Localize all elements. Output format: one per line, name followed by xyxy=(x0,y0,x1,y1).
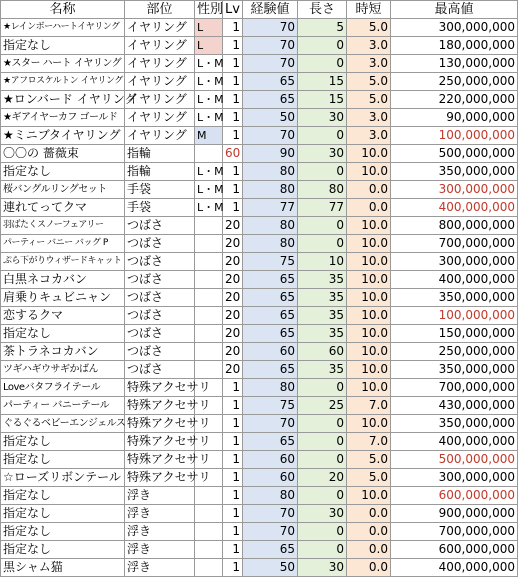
cell-lv: 1 xyxy=(223,451,243,469)
cell-name: 指定なし xyxy=(1,541,125,559)
cell-time: 10.0 xyxy=(347,361,391,379)
cell-exp: 80 xyxy=(243,217,298,235)
cell-lv: 1 xyxy=(223,469,243,487)
cell-part: 特殊アクセサリ xyxy=(125,415,195,433)
cell-name: ★ギアイヤーカフ ゴールド xyxy=(1,109,125,127)
cell-gender: L・M xyxy=(195,73,223,91)
cell-max: 350,000,000 xyxy=(391,415,518,433)
table-row[interactable] xyxy=(1,541,518,559)
cell-gender xyxy=(195,217,223,235)
table-row[interactable] xyxy=(1,361,518,379)
cell-time: 0.0 xyxy=(347,199,391,217)
cell-max: 350,000,000 xyxy=(391,163,518,181)
cell-time: 0.0 xyxy=(347,181,391,199)
cell-name: 指定なし xyxy=(1,505,125,523)
cell-length: 10 xyxy=(298,253,347,271)
cell-exp: 70 xyxy=(243,127,298,145)
cell-exp: 70 xyxy=(243,55,298,73)
cell-gender xyxy=(195,271,223,289)
cell-max: 400,000,000 xyxy=(391,271,518,289)
cell-exp: 80 xyxy=(243,379,298,397)
cell-lv: 20 xyxy=(223,343,243,361)
cell-time: 3.0 xyxy=(347,37,391,55)
cell-exp: 70 xyxy=(243,523,298,541)
cell-max: 300,000,000 xyxy=(391,469,518,487)
cell-lv: 1 xyxy=(223,559,243,577)
header-row xyxy=(1,1,518,19)
table-row[interactable] xyxy=(1,559,518,577)
cell-exp: 75 xyxy=(243,253,298,271)
cell-part: つばさ xyxy=(125,217,195,235)
cell-time: 5.0 xyxy=(347,19,391,37)
cell-length: 5 xyxy=(298,19,347,37)
cell-max: 350,000,000 xyxy=(391,361,518,379)
cell-part: つばさ xyxy=(125,325,195,343)
table-row[interactable] xyxy=(1,109,518,127)
cell-exp: 65 xyxy=(243,325,298,343)
cell-time: 0.0 xyxy=(347,505,391,523)
cell-lv: 20 xyxy=(223,289,243,307)
cell-max: 500,000,000 xyxy=(391,451,518,469)
cell-name: Loveバタフライテール xyxy=(1,379,125,397)
cell-gender: M xyxy=(195,127,223,145)
cell-part: イヤリング xyxy=(125,37,195,55)
cell-max: 150,000,000 xyxy=(391,325,518,343)
cell-name: ★アフロスケルトン イヤリング xyxy=(1,73,125,91)
cell-max: 220,000,000 xyxy=(391,91,518,109)
cell-lv: 1 xyxy=(223,55,243,73)
cell-part: 特殊アクセサリ xyxy=(125,451,195,469)
cell-name: ★ミニブタイヤリング xyxy=(1,127,125,145)
cell-time: 7.0 xyxy=(347,433,391,451)
cell-name: 恋するクマ xyxy=(1,307,125,325)
cell-name: ★ロンバード イヤリング xyxy=(1,91,125,109)
cell-length: 77 xyxy=(298,199,347,217)
cell-exp: 65 xyxy=(243,91,298,109)
cell-max: 300,000,000 xyxy=(391,19,518,37)
header-time: 時短 xyxy=(347,1,391,19)
cell-gender xyxy=(195,487,223,505)
header-max: 最高値 xyxy=(391,1,518,19)
cell-exp: 65 xyxy=(243,541,298,559)
cell-name: 指定なし xyxy=(1,163,125,181)
cell-length: 0 xyxy=(298,451,347,469)
cell-max: 700,000,000 xyxy=(391,379,518,397)
cell-exp: 50 xyxy=(243,559,298,577)
cell-exp: 80 xyxy=(243,235,298,253)
cell-lv: 20 xyxy=(223,325,243,343)
cell-time: 3.0 xyxy=(347,55,391,73)
cell-gender xyxy=(195,289,223,307)
cell-part: 手袋 xyxy=(125,181,195,199)
cell-time: 10.0 xyxy=(347,289,391,307)
cell-part: イヤリング xyxy=(125,127,195,145)
table-row[interactable] xyxy=(1,325,518,343)
cell-time: 3.0 xyxy=(347,127,391,145)
cell-name: パーティー バニー バッグ P xyxy=(1,235,125,253)
cell-time: 10.0 xyxy=(347,217,391,235)
table-row[interactable] xyxy=(1,505,518,523)
header-gender: 性別 xyxy=(195,1,223,19)
cell-part: 手袋 xyxy=(125,199,195,217)
cell-name: 指定なし xyxy=(1,487,125,505)
cell-time: 10.0 xyxy=(347,325,391,343)
cell-part: 浮き xyxy=(125,505,195,523)
cell-max: 250,000,000 xyxy=(391,73,518,91)
cell-name: パーティー バニーテール xyxy=(1,397,125,415)
cell-length: 15 xyxy=(298,91,347,109)
cell-lv: 1 xyxy=(223,415,243,433)
cell-max: 400,000,000 xyxy=(391,559,518,577)
cell-length: 0 xyxy=(298,541,347,559)
cell-gender: L・M xyxy=(195,181,223,199)
cell-length: 0 xyxy=(298,217,347,235)
cell-time: 10.0 xyxy=(347,487,391,505)
cell-exp: 70 xyxy=(243,505,298,523)
cell-name: 黒シャム猫 xyxy=(1,559,125,577)
cell-gender xyxy=(195,361,223,379)
cell-part: イヤリング xyxy=(125,55,195,73)
cell-gender xyxy=(195,253,223,271)
cell-part: イヤリング xyxy=(125,91,195,109)
cell-part: つばさ xyxy=(125,343,195,361)
cell-length: 15 xyxy=(298,73,347,91)
cell-length: 0 xyxy=(298,55,347,73)
cell-exp: 80 xyxy=(243,163,298,181)
cell-gender xyxy=(195,343,223,361)
cell-lv: 1 xyxy=(223,397,243,415)
cell-gender xyxy=(195,235,223,253)
cell-name: 肩乗りキュビニャン xyxy=(1,289,125,307)
cell-length: 35 xyxy=(298,307,347,325)
cell-lv: 20 xyxy=(223,235,243,253)
cell-lv: 1 xyxy=(223,163,243,181)
cell-name: 指定なし xyxy=(1,451,125,469)
cell-max: 300,000,000 xyxy=(391,181,518,199)
header-name: 名称 xyxy=(1,1,125,19)
cell-part: 特殊アクセサリ xyxy=(125,469,195,487)
cell-part: 浮き xyxy=(125,523,195,541)
cell-exp: 70 xyxy=(243,19,298,37)
cell-lv: 60 xyxy=(223,145,243,163)
cell-time: 5.0 xyxy=(347,91,391,109)
cell-exp: 65 xyxy=(243,307,298,325)
cell-part: イヤリング xyxy=(125,73,195,91)
cell-name: 指定なし xyxy=(1,523,125,541)
cell-max: 350,000,000 xyxy=(391,289,518,307)
cell-max: 600,000,000 xyxy=(391,541,518,559)
cell-name: ツギハギウサギかばん xyxy=(1,361,125,379)
cell-time: 10.0 xyxy=(347,307,391,325)
cell-max: 100,000,000 xyxy=(391,127,518,145)
cell-max: 400,000,000 xyxy=(391,433,518,451)
cell-name: ぷら下がりウィザードキャット xyxy=(1,253,125,271)
cell-part: イヤリング xyxy=(125,109,195,127)
cell-length: 35 xyxy=(298,289,347,307)
cell-time: 7.0 xyxy=(347,397,391,415)
table-row[interactable] xyxy=(1,307,518,325)
cell-max: 600,000,000 xyxy=(391,487,518,505)
cell-name: 連れてってクマ xyxy=(1,199,125,217)
cell-lv: 1 xyxy=(223,127,243,145)
table-row[interactable] xyxy=(1,271,518,289)
cell-length: 0 xyxy=(298,487,347,505)
cell-lv: 1 xyxy=(223,505,243,523)
cell-time: 0.0 xyxy=(347,559,391,577)
cell-exp: 65 xyxy=(243,361,298,379)
cell-lv: 1 xyxy=(223,19,243,37)
cell-part: つばさ xyxy=(125,271,195,289)
cell-name: 指定なし xyxy=(1,37,125,55)
cell-gender xyxy=(195,145,223,163)
cell-time: 3.0 xyxy=(347,109,391,127)
cell-max: 400,000,000 xyxy=(391,199,518,217)
cell-gender xyxy=(195,523,223,541)
cell-max: 900,000,000 xyxy=(391,505,518,523)
table-row[interactable] xyxy=(1,181,518,199)
cell-max: 430,000,000 xyxy=(391,397,518,415)
table-body xyxy=(1,19,518,577)
cell-lv: 20 xyxy=(223,253,243,271)
table-row[interactable] xyxy=(1,289,518,307)
cell-time: 10.0 xyxy=(347,415,391,433)
cell-length: 35 xyxy=(298,325,347,343)
cell-max: 130,000,000 xyxy=(391,55,518,73)
cell-name: 白黒ネコカバン xyxy=(1,271,125,289)
table-row[interactable] xyxy=(1,415,518,433)
cell-length: 0 xyxy=(298,235,347,253)
cell-length: 0 xyxy=(298,127,347,145)
cell-time: 10.0 xyxy=(347,343,391,361)
cell-exp: 90 xyxy=(243,145,298,163)
cell-lv: 1 xyxy=(223,487,243,505)
cell-gender xyxy=(195,325,223,343)
cell-part: 特殊アクセサリ xyxy=(125,397,195,415)
cell-max: 90,000,000 xyxy=(391,109,518,127)
cell-name: 桜バングルリングセット xyxy=(1,181,125,199)
cell-length: 30 xyxy=(298,505,347,523)
table-row[interactable] xyxy=(1,217,518,235)
cell-gender: L・M xyxy=(195,199,223,217)
table-row[interactable] xyxy=(1,235,518,253)
cell-time: 10.0 xyxy=(347,235,391,253)
table-row[interactable] xyxy=(1,163,518,181)
cell-time: 0.0 xyxy=(347,523,391,541)
cell-exp: 80 xyxy=(243,487,298,505)
cell-name: 〇〇の 薔薇束 xyxy=(1,145,125,163)
cell-name: ぐるぐるベビーエンジェルス xyxy=(1,415,125,433)
cell-exp: 50 xyxy=(243,109,298,127)
cell-lv: 1 xyxy=(223,199,243,217)
cell-exp: 65 xyxy=(243,289,298,307)
cell-length: 0 xyxy=(298,433,347,451)
cell-exp: 70 xyxy=(243,37,298,55)
cell-max: 700,000,000 xyxy=(391,235,518,253)
cell-exp: 60 xyxy=(243,469,298,487)
table-row[interactable] xyxy=(1,523,518,541)
cell-name: 指定なし xyxy=(1,325,125,343)
cell-exp: 65 xyxy=(243,73,298,91)
cell-name: ★スター ハート イヤリング xyxy=(1,55,125,73)
cell-length: 0 xyxy=(298,523,347,541)
cell-part: 浮き xyxy=(125,541,195,559)
cell-lv: 1 xyxy=(223,109,243,127)
cell-max: 300,000,000 xyxy=(391,253,518,271)
cell-length: 30 xyxy=(298,109,347,127)
table-row[interactable] xyxy=(1,145,518,163)
cell-name: 羽ばたくスノーフェアリー xyxy=(1,217,125,235)
cell-part: 特殊アクセサリ xyxy=(125,379,195,397)
table-row[interactable] xyxy=(1,37,518,55)
cell-exp: 65 xyxy=(243,271,298,289)
cell-name: 指定なし xyxy=(1,433,125,451)
table-row[interactable] xyxy=(1,487,518,505)
cell-time: 5.0 xyxy=(347,469,391,487)
cell-length: 35 xyxy=(298,361,347,379)
cell-gender xyxy=(195,559,223,577)
cell-lv: 1 xyxy=(223,433,243,451)
cell-part: つばさ xyxy=(125,253,195,271)
table-row[interactable] xyxy=(1,127,518,145)
cell-lv: 1 xyxy=(223,37,243,55)
cell-length: 60 xyxy=(298,343,347,361)
table-row[interactable] xyxy=(1,55,518,73)
cell-gender xyxy=(195,307,223,325)
cell-exp: 80 xyxy=(243,181,298,199)
cell-max: 180,000,000 xyxy=(391,37,518,55)
table-row[interactable] xyxy=(1,397,518,415)
cell-lv: 1 xyxy=(223,73,243,91)
cell-length: 35 xyxy=(298,271,347,289)
table-row[interactable] xyxy=(1,433,518,451)
cell-exp: 77 xyxy=(243,199,298,217)
cell-lv: 1 xyxy=(223,541,243,559)
cell-exp: 60 xyxy=(243,451,298,469)
cell-name: ☆ローズリボンテール xyxy=(1,469,125,487)
cell-max: 700,000,000 xyxy=(391,523,518,541)
cell-gender: L・M xyxy=(195,109,223,127)
cell-exp: 75 xyxy=(243,397,298,415)
cell-gender xyxy=(195,505,223,523)
cell-length: 0 xyxy=(298,37,347,55)
cell-gender: L・M xyxy=(195,91,223,109)
cell-time: 5.0 xyxy=(347,451,391,469)
table-row[interactable] xyxy=(1,469,518,487)
cell-gender: L・M xyxy=(195,55,223,73)
cell-gender: L・M xyxy=(195,163,223,181)
cell-time: 5.0 xyxy=(347,73,391,91)
cell-length: 0 xyxy=(298,379,347,397)
cell-part: つばさ xyxy=(125,235,195,253)
cell-max: 800,000,000 xyxy=(391,217,518,235)
table-row[interactable] xyxy=(1,73,518,91)
cell-exp: 70 xyxy=(243,415,298,433)
table-row[interactable] xyxy=(1,253,518,271)
cell-time: 10.0 xyxy=(347,145,391,163)
cell-time: 10.0 xyxy=(347,271,391,289)
cell-lv: 20 xyxy=(223,361,243,379)
cell-time: 10.0 xyxy=(347,163,391,181)
cell-exp: 60 xyxy=(243,343,298,361)
table-row[interactable] xyxy=(1,451,518,469)
cell-length: 25 xyxy=(298,397,347,415)
cell-length: 0 xyxy=(298,163,347,181)
cell-name: ★レインボーハートイヤリング xyxy=(1,19,125,37)
header-lv: Lv xyxy=(223,1,243,19)
cell-gender: L xyxy=(195,19,223,37)
cell-part: 浮き xyxy=(125,559,195,577)
cell-lv: 20 xyxy=(223,271,243,289)
cell-length: 0 xyxy=(298,415,347,433)
header-length: 長さ xyxy=(298,1,347,19)
cell-max: 500,000,000 xyxy=(391,145,518,163)
cell-lv: 1 xyxy=(223,379,243,397)
cell-lv: 20 xyxy=(223,307,243,325)
cell-lv: 20 xyxy=(223,217,243,235)
cell-part: 特殊アクセサリ xyxy=(125,433,195,451)
cell-length: 80 xyxy=(298,181,347,199)
cell-time: 0.0 xyxy=(347,541,391,559)
cell-lv: 1 xyxy=(223,523,243,541)
cell-part: 指輪 xyxy=(125,145,195,163)
table-row[interactable] xyxy=(1,91,518,109)
cell-part: つばさ xyxy=(125,361,195,379)
cell-max: 250,000,000 xyxy=(391,343,518,361)
cell-gender: L xyxy=(195,37,223,55)
table-row[interactable] xyxy=(1,19,518,37)
cell-length: 30 xyxy=(298,145,347,163)
header-exp: 経験値 xyxy=(243,1,298,19)
cell-lv: 1 xyxy=(223,91,243,109)
cell-length: 30 xyxy=(298,559,347,577)
cell-exp: 65 xyxy=(243,433,298,451)
cell-max: 100,000,000 xyxy=(391,307,518,325)
cell-gender xyxy=(195,541,223,559)
cell-part: 浮き xyxy=(125,487,195,505)
cell-time: 10.0 xyxy=(347,379,391,397)
cell-length: 20 xyxy=(298,469,347,487)
header-part: 部位 xyxy=(125,1,195,19)
cell-part: つばさ xyxy=(125,289,195,307)
table-row[interactable] xyxy=(1,343,518,361)
cell-name: 茶トラネコカバン xyxy=(1,343,125,361)
table-row[interactable] xyxy=(1,199,518,217)
cell-part: イヤリング xyxy=(125,19,195,37)
table-row[interactable] xyxy=(1,379,518,397)
cell-part: つばさ xyxy=(125,307,195,325)
cell-time: 10.0 xyxy=(347,253,391,271)
cell-lv: 1 xyxy=(223,181,243,199)
cell-part: 指輪 xyxy=(125,163,195,181)
